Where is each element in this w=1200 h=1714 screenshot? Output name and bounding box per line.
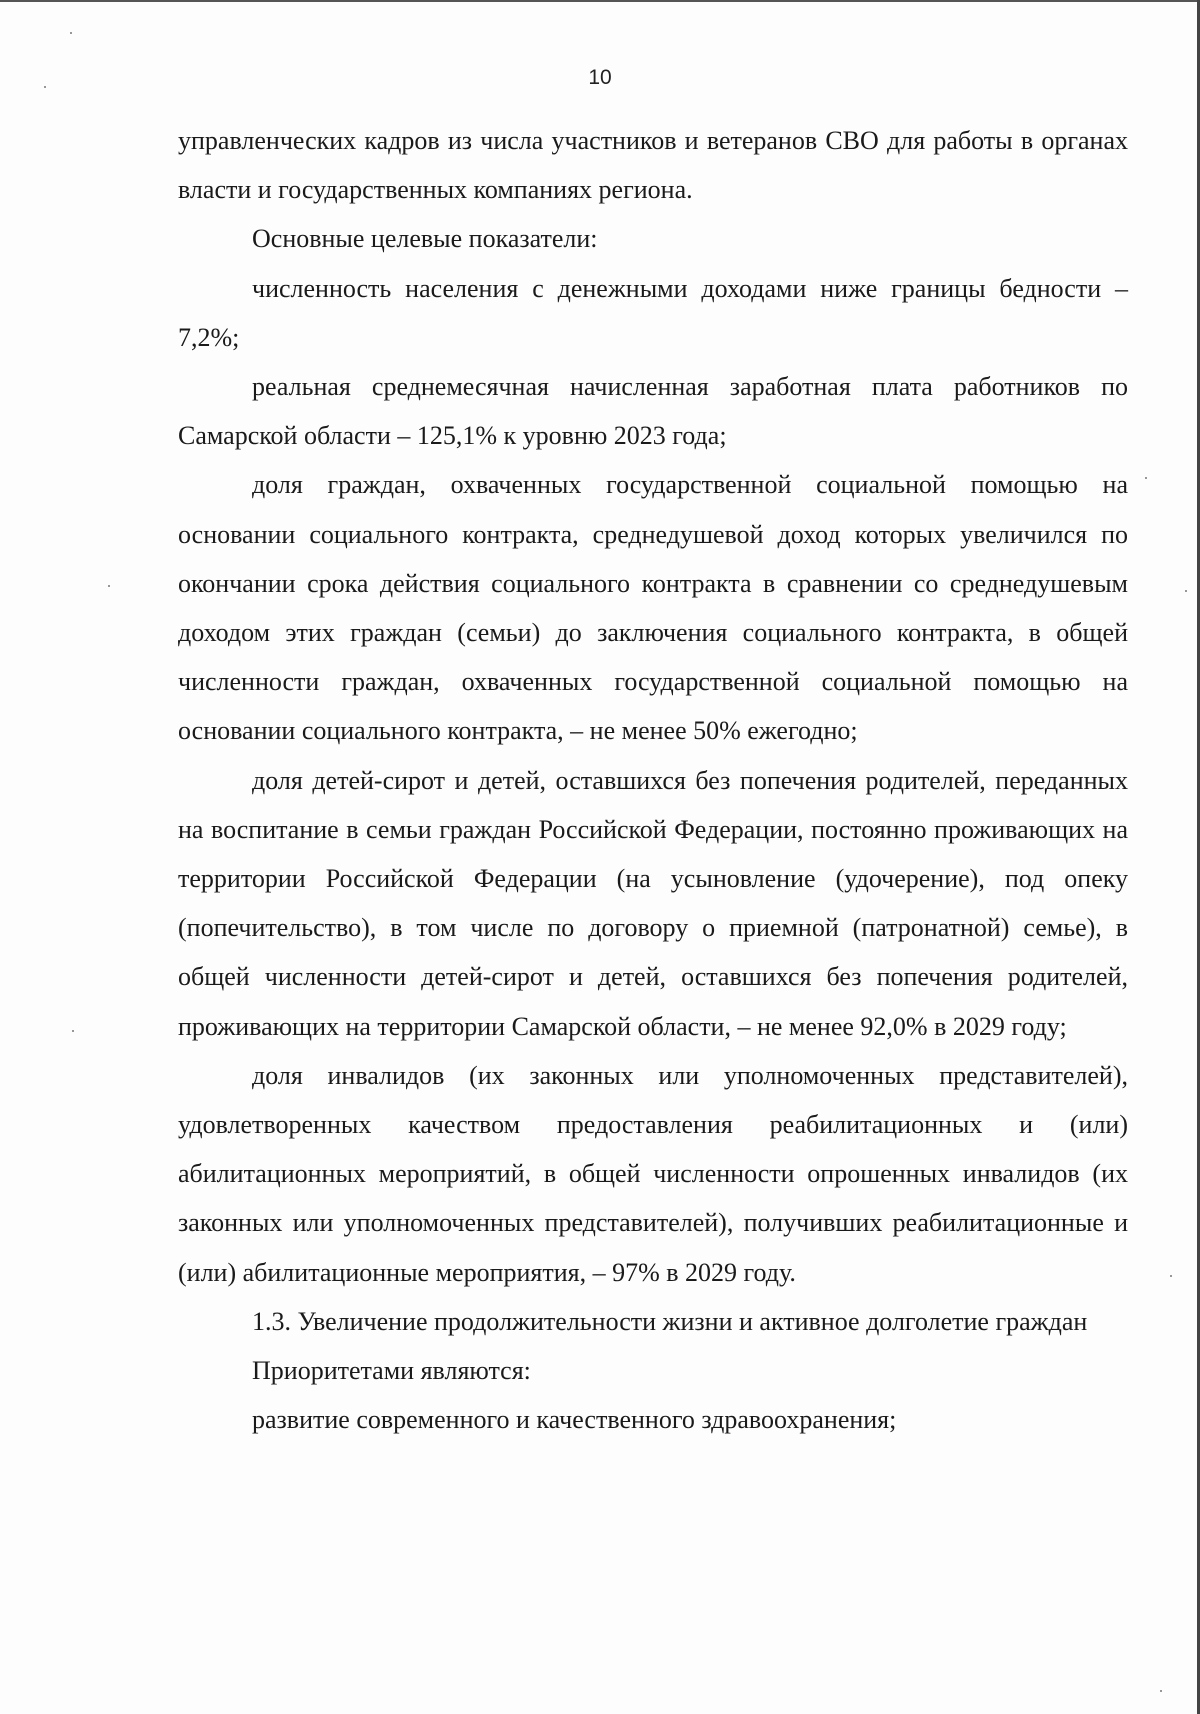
scan-speck: [70, 32, 72, 34]
paragraph-disabled-indicator: доля инвалидов (их законных или уполномоченных представителей), удовлетворенных качеством предоставления реабилитационных и (или) абилитационных мероприятий, в общей численности опрошенных инвалидов (их законных или уполномоченных представителей), получивших реабилитационные и (или) абилитационные мероприятия, – 97% в 2029 году.: [178, 1060, 1128, 1287]
page-number: 10: [588, 66, 612, 89]
paragraph-social-contract-indicator: доля граждан, охваченных государственной социальной помощью на основании социального контракта, среднедушевой доход которых увеличился по окончании срока действия социального контракта в сравнении со среднедушевым доходом этих граждан (семьи) до заключения социального контракта, в общей численности граждан, охваченных государственной социальной помощью на основании социального контракта, – не менее 50% ежегодно;: [178, 470, 1128, 746]
scan-speck: [1145, 477, 1147, 479]
paragraph-poverty-indicator: численность населения с денежными доходами ниже границы бедности – 7,2%;: [178, 273, 1128, 352]
scan-speck: [1170, 1275, 1172, 1277]
scan-speck: [1185, 590, 1187, 592]
paragraph-healthcare-priority: развитие современного и качественного здравоохранения;: [252, 1405, 897, 1435]
scan-speck: [108, 585, 110, 587]
scan-speck: [1160, 1690, 1162, 1692]
paragraph-orphans-indicator: доля детей-сирот и детей, оставшихся без попечения родителей, переданных на воспитание в семьи граждан Российской Федерации, постоянно проживающих на территории Российской Федерации (на усыновление (удочерение), под опеку (попечительство), в том числе по договору о приемной (патронатной) семье), в общей численности детей-сирот и детей, оставшихся без попечения родителей, проживающих на территории Самарской области, – не менее 92,0% в 2029 году;: [178, 765, 1128, 1041]
scan-top-edge: [0, 0, 1200, 2]
body-text: [178, 116, 1128, 1444]
paragraph-continuation: управленческих кадров из числа участников и ветеранов СВО для работы в органах власти и государственных компаниях региона.: [178, 126, 1128, 205]
scan-speck: [72, 1030, 74, 1032]
section-heading-1-3: 1.3. Увеличение продолжительности жизни и активное долголетие граждан: [252, 1306, 1088, 1336]
paragraph-targets-heading: Основные целевые показатели:: [252, 224, 598, 254]
paragraph-wage-indicator: реальная среднемесячная начисленная заработная плата работников по Самарской области – 125,1% к уровню 2023 года;: [178, 372, 1128, 451]
paragraph-priorities-heading: Приоритетами являются:: [252, 1356, 531, 1386]
